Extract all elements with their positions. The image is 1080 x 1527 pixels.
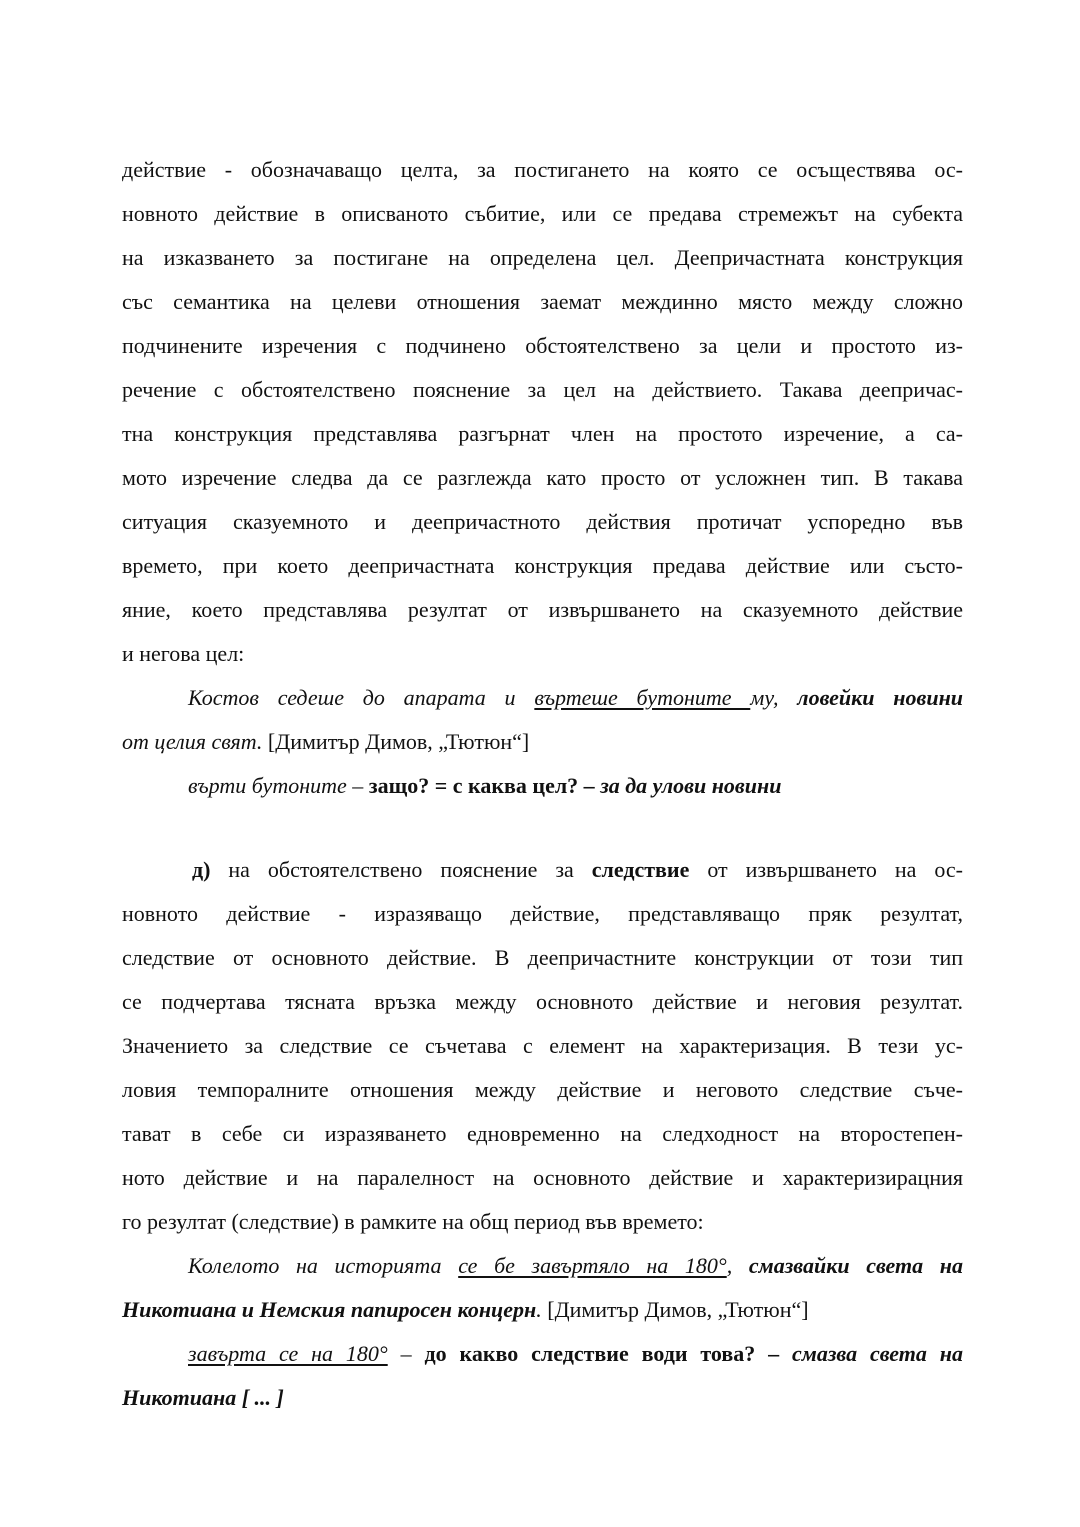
example-text: Колелото на историята [188,1253,459,1278]
paragraph-line: времето, при което деепричастната конструкция предава действие или състо- [122,553,963,578]
analysis-question: до какво следствие води това? – [424,1341,792,1366]
paragraph-line: и негова цел: [122,641,245,666]
analysis-answer: смазва света на [792,1341,963,1366]
example-line [122,1288,963,1332]
key-term: следствие [591,857,690,882]
paragraph-line: подчинените изречения с подчинено обстоятелствено за цели и простото из- [122,333,963,358]
example-line [122,676,963,720]
paragraph-text: на обстоятелствено пояснение за [210,857,592,882]
analysis-line [122,1332,963,1376]
paragraph-line: ловия темпоралните отношения между действие и неговото следствие съче- [122,1077,963,1102]
example-text: му, [750,685,798,710]
underlined-predicate: се бе завъртяло на 180° [458,1253,727,1278]
paragraph-line: се подчертава тясната връзка между основното действие и неговия резултат. [122,989,963,1014]
source-citation: [Димитър Димов, „Тютюн“] [262,729,530,754]
paragraph-line: на изказването за постигане на определена цел. Деепричастната конструкция [122,245,963,270]
list-marker: д) [192,857,211,882]
gerund-phrase: Никотиана и Немския папиросен концерн [122,1297,537,1322]
analysis-verb: завърта се на 180° [188,1341,388,1366]
example-text: . [536,1297,542,1322]
underlined-predicate: въртеше бутоните [534,685,751,710]
paragraph-line: ното действие и на паралелност на основното действие и характеризирацния [122,1165,963,1190]
paragraph-text: от извършването на ос- [689,857,963,882]
paragraph-line: тават в себе си изразяването едновременно на следходност на второстепен- [122,1121,963,1146]
paragraph-line: Значението за следствие се съчетава с елемент на характеризация. В тези ус- [122,1033,963,1058]
example-1 [122,676,963,808]
paragraph-2 [122,848,963,1244]
analysis-dash: – [387,1341,425,1366]
gerund-phrase: ловейки новини [797,685,964,710]
analysis-answer: Никотиана [ ... ] [122,1385,284,1410]
paragraph-line: следствие от основното действие. В деепричастните конструкции от този тип [122,945,963,970]
gerund-phrase: смазвайки света на [748,1253,963,1278]
paragraph-line: мото изречение следва да се разглежда като просто от усложнен тип. В такава [122,465,963,490]
analysis-verb: върти бутоните – [188,773,364,798]
analysis-question: защо? = с каква цел? – [363,773,601,798]
example-line [122,1244,963,1288]
example-text: Костов седеше до апарата и [188,685,535,710]
source-citation: [Димитър Димов, „Тютюн“] [541,1297,809,1322]
paragraph-line: със семантика на целеви отношения заемат междинно място между сложно [122,289,963,314]
analysis-line [122,1376,963,1420]
paragraph-line: тна конструкция представлява разгърнат член на простото изречение, а са- [122,421,963,446]
paragraph-line: речение с обстоятелствено пояснение за цел на действието. Такава деепричас- [122,377,963,402]
paragraph-line: действие - обозначаващо целта, за постигането на която се осъществява ос- [122,157,963,182]
paragraph-line: го резултат (следствие) в рамките на общ период във времето: [122,1209,704,1234]
example-2 [122,1244,963,1420]
example-text: от целия свят. [122,729,263,754]
analysis-answer: за да улови новини [600,773,782,798]
paragraph-line: яние, което представлява резултат от извършването на сказуемното действие [122,597,963,622]
paragraph-1 [122,148,963,676]
example-text: , [726,1253,749,1278]
analysis-line [122,764,963,808]
paragraph-line: новното действие - изразяващо действие, представляващо пряк резултат, [122,901,963,926]
paragraph-line [122,848,963,892]
paragraph-line: новното действие в описваното събитие, или се предава стремежът на субекта [122,201,963,226]
example-line [122,720,963,764]
paragraph-line: ситуация сказуемното и деепричастното действия протичат успоредно във [122,509,963,534]
